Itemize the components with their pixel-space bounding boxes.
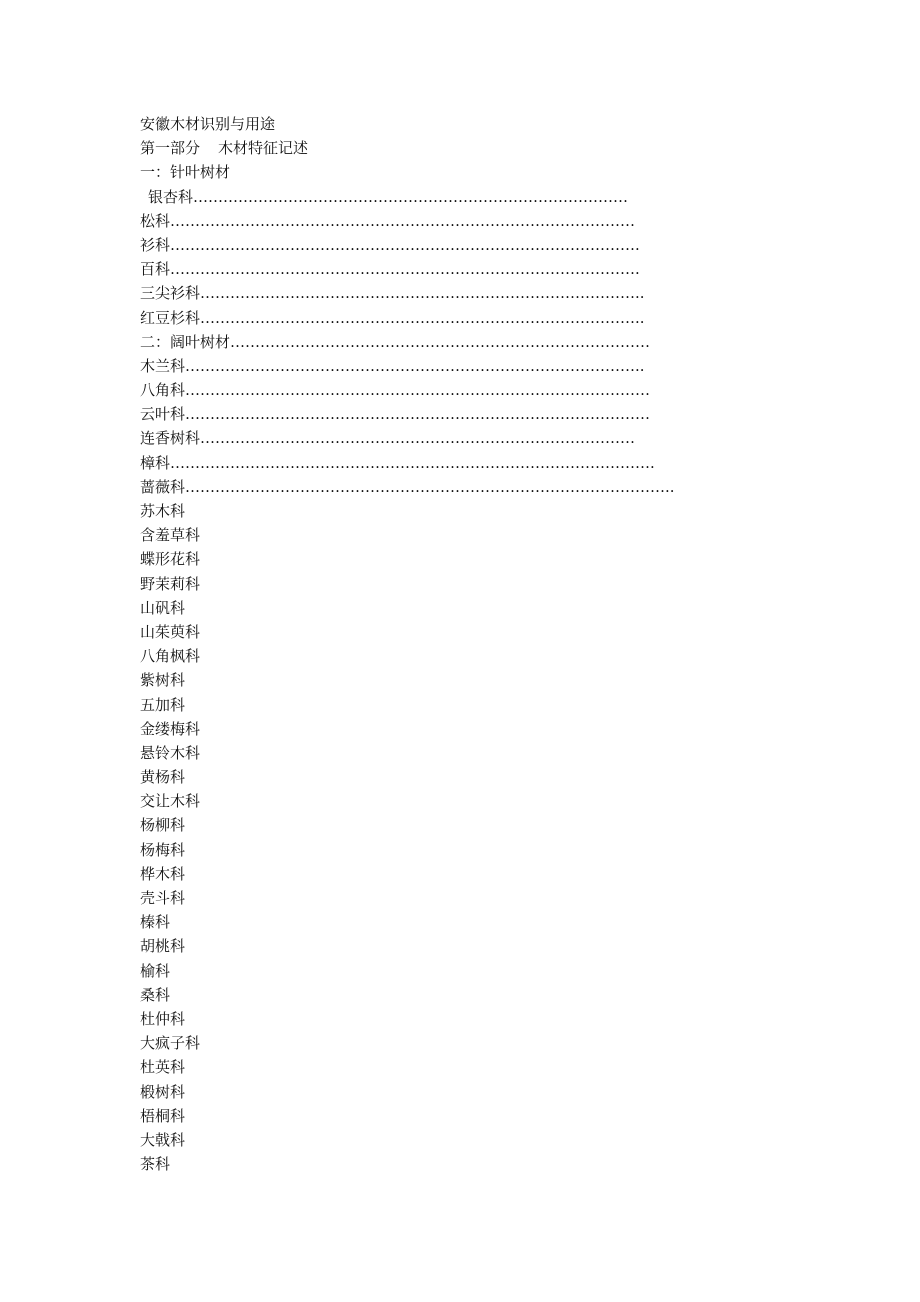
toc-entry-name: 松科 <box>140 211 171 230</box>
toc-entry <box>140 789 740 813</box>
toc-entry-name: 杨梅科 <box>140 840 186 859</box>
part-heading <box>140 136 740 160</box>
toc-entry-name: 胡桃科 <box>140 937 186 956</box>
toc-entry <box>140 1055 740 1079</box>
toc-entry <box>140 862 740 886</box>
toc-entry-name: 黄杨科 <box>140 768 186 787</box>
toc-entry <box>140 934 740 958</box>
toc-entry-name: 桑科 <box>140 985 171 1004</box>
toc-entry-leader: …………………………………………………………………………….. <box>200 308 645 327</box>
section-heading-text: 一：针叶树材 <box>140 163 231 182</box>
toc-entry <box>140 209 740 233</box>
toc-entry-name: 交让木科 <box>140 792 201 811</box>
toc-entry <box>140 354 740 378</box>
toc-entry <box>140 523 740 547</box>
toc-entry <box>140 959 740 983</box>
toc-entry-name: 榆科 <box>140 961 171 980</box>
toc-entry-name: 连香树科 <box>140 429 201 448</box>
toc-entry <box>140 644 740 668</box>
toc-entry-name: 野茉莉科 <box>140 574 201 593</box>
toc-entry <box>140 1128 740 1152</box>
toc-entry-name: 桦木科 <box>140 864 186 883</box>
toc-entry-name: 山矾科 <box>140 598 186 617</box>
section-heading <box>140 160 740 184</box>
toc-entry <box>140 741 740 765</box>
document-body <box>140 112 740 1176</box>
toc-entry-name: 百科 <box>140 260 171 279</box>
toc-entry-name: 悬铃木科 <box>140 743 201 762</box>
toc-entry-name: 梧桐科 <box>140 1106 186 1125</box>
toc-entry <box>140 1031 740 1055</box>
toc-entry-name: 茶科 <box>140 1155 171 1174</box>
toc-entry <box>140 306 740 330</box>
toc-entry <box>140 281 740 305</box>
toc-entry-name: 衫科 <box>140 235 171 254</box>
toc-entry-name: 杜英科 <box>140 1058 186 1077</box>
toc-entry <box>140 547 740 571</box>
toc-entry-name: 榛科 <box>140 913 171 932</box>
toc-entry-name: 蝶形花科 <box>140 550 201 569</box>
toc-entry-leader: …………………………………………………………………………… <box>193 187 629 206</box>
toc-entry-name: 三尖衫科 <box>140 284 201 303</box>
toc-entry <box>140 1152 740 1176</box>
toc-entry-name: 大疯子科 <box>140 1034 201 1053</box>
part-label: 第一部分 <box>140 139 201 158</box>
toc-entry-name: 蔷薇科 <box>140 477 186 496</box>
toc-entry <box>140 1104 740 1128</box>
toc-entry-name: 杜仲科 <box>140 1009 186 1028</box>
toc-entry <box>140 620 740 644</box>
toc-entry-name: 大戟科 <box>140 1130 186 1149</box>
toc-entry <box>140 426 740 450</box>
toc-entry <box>140 668 740 692</box>
toc-entry-name: 八角枫科 <box>140 647 201 666</box>
section-heading-text: 二：阔叶树材 <box>140 332 231 351</box>
toc-entry-name: 云叶科 <box>140 405 186 424</box>
toc-entry <box>140 983 740 1007</box>
toc-entry-name: 杨柳科 <box>140 816 186 835</box>
toc-entry <box>140 693 740 717</box>
section-heading-leader: ………………………………………………………………………… <box>230 332 651 351</box>
toc-entry-leader: ………………………………………………………………………………… <box>170 211 636 230</box>
toc-entry <box>140 1007 740 1031</box>
toc-entry <box>140 910 740 934</box>
toc-entry-leader: ………………………………………………………………………………… <box>185 405 651 424</box>
toc-entry-name: 五加科 <box>140 695 186 714</box>
toc-entry-leader: ………………………………………………………………………………… <box>185 381 651 400</box>
toc-entry-name: 八角科 <box>140 381 186 400</box>
toc-sections <box>140 160 740 1176</box>
toc-entry <box>140 572 740 596</box>
toc-entry-name: 木兰科 <box>140 356 186 375</box>
toc-entry <box>140 233 740 257</box>
toc-entry-name: 含羞草科 <box>140 526 201 545</box>
toc-entry-name: 椴树科 <box>140 1082 186 1101</box>
toc-entry-name: 红豆杉科 <box>140 308 201 327</box>
toc-entry <box>140 402 740 426</box>
toc-entry-leader: ……………………………………………………………………………….. <box>185 356 645 375</box>
toc-entry <box>140 185 740 209</box>
toc-entry <box>140 499 740 523</box>
section-heading <box>140 330 740 354</box>
toc-entry-name: 苏木科 <box>140 502 186 520</box>
toc-entry-name: 山茱萸科 <box>140 622 201 641</box>
toc-entry <box>140 813 740 837</box>
toc-entry-leader: ……………………………………………………………………………………. <box>170 453 655 472</box>
toc-entry <box>140 765 740 789</box>
document-title: 安徽木材识别与用途 <box>140 115 276 133</box>
toc-entry-leader: …………………………………………………………………………………. <box>170 235 640 254</box>
toc-entry-name: 紫树科 <box>140 671 186 690</box>
toc-entry <box>140 378 740 402</box>
toc-entry-leader: …………………………………………………………………………………….. <box>185 477 675 496</box>
toc-entry <box>140 1080 740 1104</box>
toc-entry-name: 壳斗科 <box>140 889 186 907</box>
part-name: 木材特征记述 <box>218 139 309 158</box>
toc-entry-name: 樟科 <box>140 453 171 472</box>
toc-entry <box>140 886 740 910</box>
toc-entry-leader: …………………………………………………………………………………. <box>170 260 640 279</box>
toc-entry <box>140 717 740 741</box>
toc-entry <box>140 838 740 862</box>
toc-entry-leader: …………………………………………………………………………… <box>200 429 636 448</box>
toc-entry-name: 银杏科 <box>148 187 194 206</box>
toc-entry <box>140 596 740 620</box>
toc-entry <box>140 475 740 499</box>
toc-entry-leader: …………………………………………………………………………….. <box>200 284 645 303</box>
toc-entry <box>140 451 740 475</box>
toc-entry <box>140 257 740 281</box>
toc-entry-name: 金缕梅科 <box>140 719 201 738</box>
